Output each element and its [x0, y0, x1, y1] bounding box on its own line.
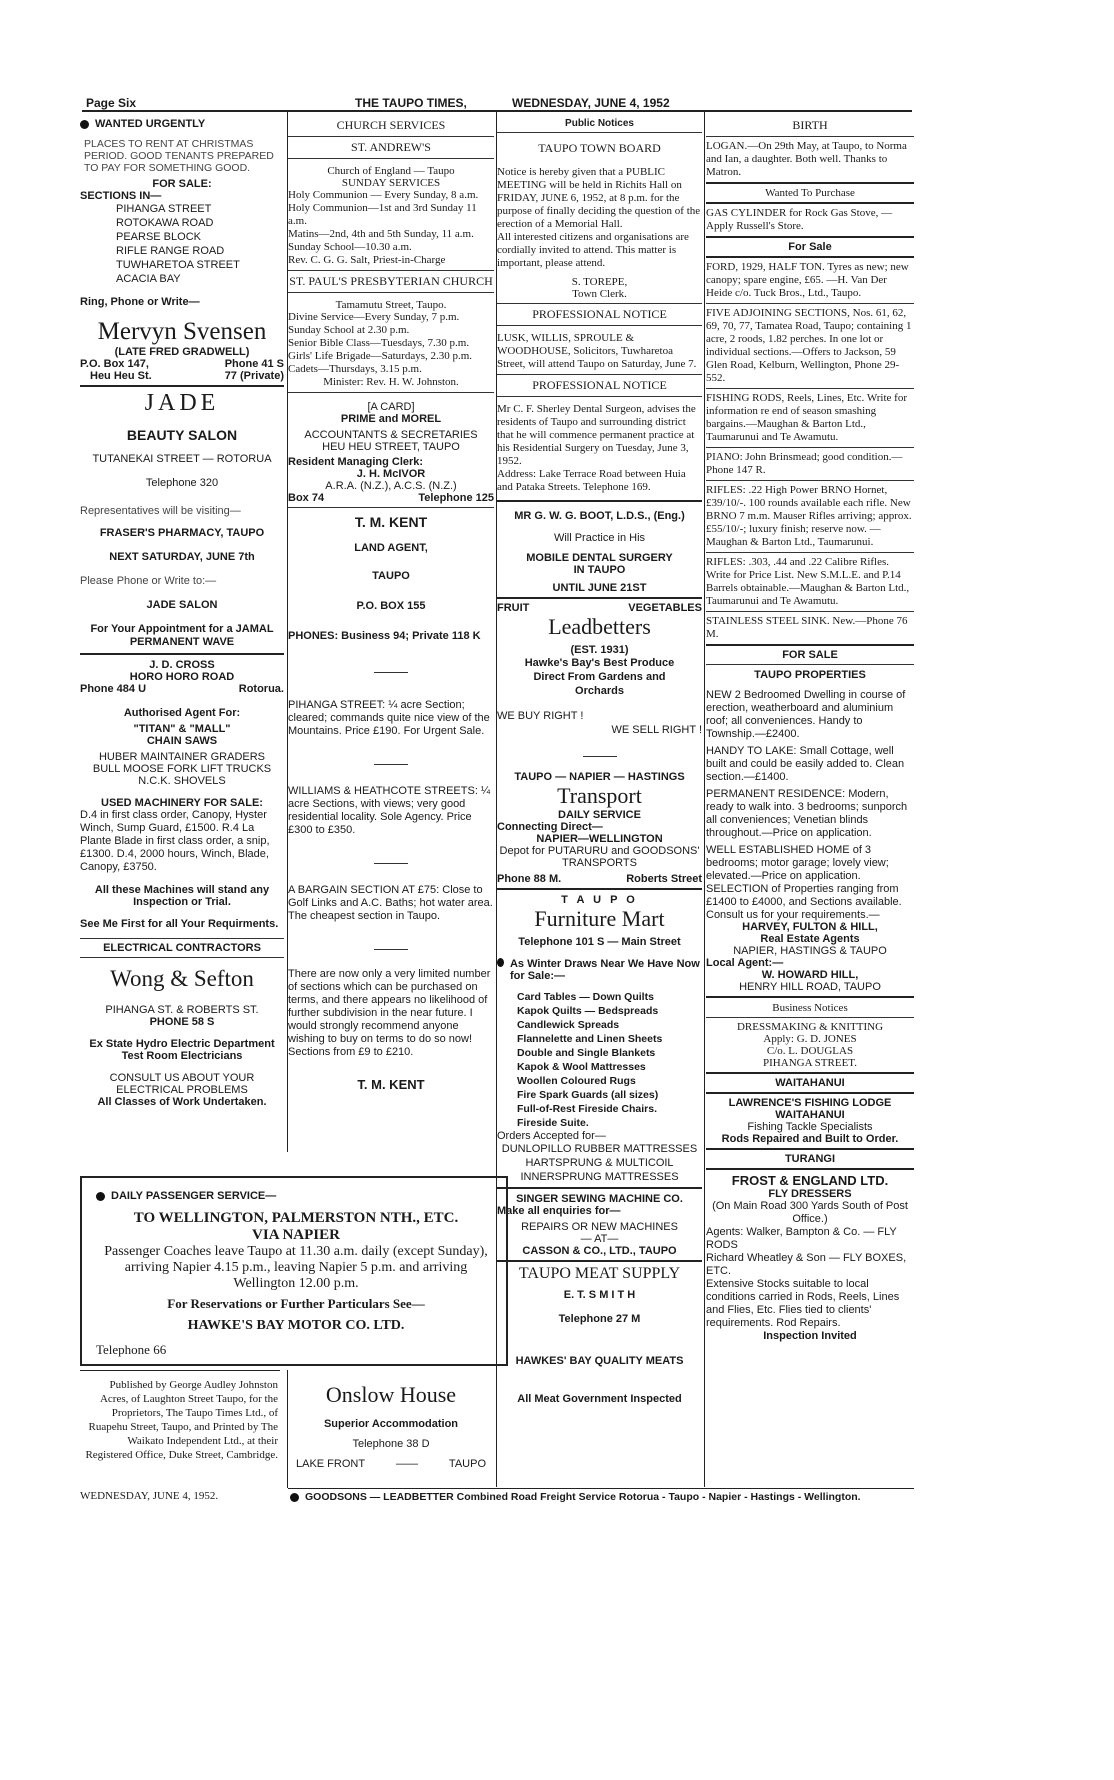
bullet-icon — [96, 1192, 105, 1201]
et-smith: E. T. S M I T H — [563, 1289, 636, 1301]
town-board: TAUPO TOWN BOARD — [538, 141, 661, 155]
via-napier: VIA NAPIER — [252, 1227, 340, 1243]
public-notices: Public Notices — [565, 118, 634, 129]
hawkes-bay-motor: HAWKE'S BAY MOTOR CO. LTD. — [187, 1318, 405, 1333]
paper-name: THE TAUPO TIMES, — [355, 96, 467, 110]
est-1931: (EST. 1931) — [570, 644, 629, 656]
lake-front: LAKE FRONT — [296, 1458, 366, 1470]
property-2: HANDY TO LAKE: Small Cottage, well built and could be easily added to. Clean section.—£1400. — [706, 745, 905, 783]
practice: Will Practice in His — [553, 532, 646, 544]
service-item: Holy Communion — Every Sunday, 8 a.m. — [288, 189, 479, 201]
minister: Minister: Rev. H. W. Johnston. — [323, 376, 459, 388]
footer-date: WEDNESDAY, JUNE 4, 1952. — [80, 1490, 219, 1502]
lawrence-lodge: LAWRENCE'S FISHING LODGE — [728, 1097, 892, 1109]
titan: "TITAN" & "MALL" — [133, 723, 231, 735]
telephone-125: Telephone 125 — [418, 492, 494, 504]
property-4: WELL ESTABLISHED HOME of 3 bedrooms; motor garage; lovely view; elevated.—Price on application. — [706, 844, 889, 882]
column-2 — [288, 118, 494, 1092]
professional-notice-2: PROFESSIONAL NOTICE — [532, 378, 667, 392]
goodsons-banner — [290, 1491, 914, 1503]
street-item: TUWHARETOA STREET — [116, 259, 240, 271]
for-sale-2: FOR SALE — [782, 649, 838, 661]
column-rule-3 — [704, 112, 705, 1487]
kent-ad-4: There are now only a very limited number of sections which can be purchased on terms, and there appears no likelihood of further subdivision in the near future. I would strongly recommend anyone wishing to buy on terms to do so now! Sections from £9 to £210. — [288, 968, 491, 1058]
phone-88: Phone 88 M. — [497, 873, 562, 885]
property-1: NEW 2 Bedroomed Dwelling in course of erection, weatherboard and aluminium roof; all conveniences. Handy to Township.—£2400. — [706, 689, 906, 740]
furniture-mart: Furniture Mart — [534, 906, 665, 931]
agents-walker: Agents: Walker, Bampton & Co. — FLY RODS — [706, 1226, 897, 1251]
agent-for: Authorised Agent For: — [123, 707, 241, 719]
service-item: Sunday School—10.30 a.m. — [288, 241, 412, 253]
furniture-item: Flannelette and Linen Sheets — [517, 1033, 663, 1045]
main-road: (On Main Road 300 Yards South of Post Office.) — [712, 1200, 908, 1225]
cross-road: HORO HORO ROAD — [129, 671, 235, 683]
sunday-services: SUNDAY SERVICES — [341, 177, 441, 189]
furniture-item: Full-of-Rest Fireside Chairs. — [517, 1103, 658, 1115]
bullet-icon — [497, 958, 504, 967]
rods-repaired: Rods Repaired and Built to Order. — [721, 1133, 899, 1145]
jade-phone: Telephone 320 — [145, 477, 219, 489]
kent-ad-3: A BARGAIN SECTION AT £75: Close to Golf Links and A.C. Baths; hot water area. The cheapest section in Taupo. — [288, 884, 493, 922]
service-item: Rev. C. G. G. Salt, Priest-in-Charge — [288, 254, 446, 266]
kent-title: T. M. KENT — [354, 514, 428, 530]
richard-wheatley: Richard Wheatley & Son — FLY BOXES, ETC. — [706, 1252, 907, 1277]
vegetables: VEGETABLES — [628, 602, 702, 614]
winter-draws: As Winter Draws Near We Have Now for Sale:— — [509, 958, 700, 982]
svensen-phone: Phone 41 S — [224, 358, 284, 370]
wanted-text: PLACES TO RENT AT CHRISTMAS PERIOD. GOOD TENANTS PREPARED TO PAY FOR SOMETHING GOOD. — [84, 138, 274, 174]
mattress-item: HARTSPRUNG & MULTICOIL — [525, 1157, 674, 1169]
tamamutu: Tamamutu Street, Taupo. — [335, 299, 447, 311]
st-andrews: ST. ANDREW'S — [351, 140, 431, 154]
town-citizens: All interested citizens and organisations are cordially invited to attend. This matter is important, please attend. — [497, 231, 689, 269]
goodsons-rule — [288, 1488, 914, 1489]
until-june: UNTIL JUNE 21ST — [552, 582, 647, 594]
jade-appointment: For Your Appointment for a JAMAL PERMANENT WAVE — [90, 623, 274, 648]
land-agent: LAND AGENT, — [354, 542, 428, 554]
jade-date: NEXT SATURDAY, JUNE 7th — [109, 551, 255, 563]
business-notices: Business Notices — [772, 1002, 848, 1014]
meat-inspected: All Meat Government Inspected — [517, 1393, 682, 1405]
furniture-item: Candlewick Spreads — [517, 1019, 620, 1031]
fruit: FRUIT — [497, 602, 530, 614]
card: [A CARD] — [367, 401, 415, 413]
repairs: REPAIRS OR NEW MACHINES — [521, 1221, 678, 1233]
hb-meats: HAWKES' BAY QUALITY MEATS — [515, 1355, 684, 1367]
for-sale-heading: FOR SALE: — [152, 178, 212, 190]
street-list — [116, 202, 284, 286]
svensen-private: 77 (Private) — [224, 370, 284, 382]
heu-heu: HEU HEU STREET, TAUPO — [322, 441, 460, 453]
apply-jones: Apply: G. D. JONES — [763, 1033, 857, 1045]
sherley: Mr C. F. Sherley Dental Surgeon, advises the residents of Taupo and surrounding district that he will commence permanent practice at his Residential Surgery on Tuesday, June 3, 1952. — [497, 403, 696, 467]
extensive-stocks: Extensive Stocks suitable to local conditions carried in Rods, Reels, Lines and Flies, Etc. Flies tied to clients' requirements. Rod Repairs. — [706, 1278, 900, 1329]
wong-phone: PHONE 58 S — [149, 1016, 215, 1028]
jade-title: JADE — [144, 390, 220, 416]
fly-dressers: FLY DRESSERS — [768, 1188, 852, 1200]
sections-in: SECTIONS IN— — [80, 190, 162, 202]
wong-sefton: Wong & Sefton — [110, 966, 254, 991]
kent-pobox: P.O. BOX 155 — [356, 600, 426, 612]
mattress-item: INNERSPRUNG MATTRESSES — [520, 1171, 679, 1183]
onslow-ad: Onslow House Superior Accommodation Telephone 38 D LAKE FRONT —— TAUPO — [288, 1382, 494, 1470]
sink-ad: STAINLESS STEEL SINK. New.—Phone 76 M. — [706, 615, 908, 640]
goodsons-text: GOODSONS — LEADBETTER Combined Road Freight Service Rotorua - Taupo - Napier - Hastings - Wellington. — [305, 1491, 861, 1503]
superior-accommodation: Superior Accommodation — [323, 1418, 459, 1430]
roberts-street: Roberts Street — [626, 873, 702, 885]
box-74: Box 74 — [288, 492, 325, 504]
bullet-icon — [290, 1493, 299, 1502]
resident-clerk: Resident Managing Clerk: — [288, 456, 424, 468]
wong-consult: CONSULT US ABOUT YOUR ELECTRICAL PROBLEMS — [109, 1072, 255, 1096]
waitahanui: WAITAHANUI — [775, 1077, 845, 1089]
huber: HUBER MAINTAINER GRADERS — [98, 751, 266, 763]
real-estate: Real Estate Agents — [760, 933, 860, 945]
rifles-ad-1: RIFLES: .22 High Power BRNO Hornet, £39/10/-. 100 rounds available each rifle. New BRNO 7 m.m. Mauser Rifles arriving; approx. £55/10/-; luxury finish; reserve now. —Maughan & Barton Ltd., Taumarunui. — [706, 484, 912, 548]
nck: N.C.K. SHOVELS — [138, 775, 226, 787]
local-agent: Local Agent:— — [706, 957, 784, 969]
street-item: PIHANGA STREET — [116, 203, 212, 215]
leadbetters: Leadbetters — [548, 614, 651, 639]
service-item: Matins—2nd, 4th and 5th Sunday, 11 a.m. — [288, 228, 474, 240]
torepe: S. TOREPE, — [571, 276, 628, 288]
furniture-item: Kapok & Wool Mattresses — [517, 1061, 646, 1073]
we-sell-right: WE SELL RIGHT ! — [611, 724, 702, 736]
we-buy-right: WE BUY RIGHT ! — [497, 710, 584, 722]
wong-all: All Classes of Work Undertaken. — [97, 1096, 267, 1108]
mcivor: J. H. McIVOR — [356, 468, 426, 480]
inspection-invited: Inspection Invited — [763, 1330, 857, 1342]
service-item: Sunday School at 2.30 p.m. — [288, 324, 410, 336]
ara: A.R.A. (N.Z.), A.C.S. (N.Z.) — [325, 480, 457, 492]
piano-ad: PIANO: John Brinsmead; good condition.—Phone 147 R. — [706, 451, 903, 476]
issue-date: WEDNESDAY, JUNE 4, 1952 — [512, 96, 670, 110]
telephone-38: Telephone 38 D — [352, 1438, 430, 1450]
napier-wellington: NAPIER—WELLINGTON — [536, 833, 663, 845]
church-title: CHURCH SERVICES — [336, 118, 446, 132]
kent-signature: T. M. KENT — [357, 1077, 425, 1092]
dressmaking: DRESSMAKING & KNITTING — [736, 1021, 884, 1033]
meat-supply: TAUPO MEAT SUPPLY — [518, 1265, 681, 1282]
service-item: Girls' Life Brigade—Saturdays, 2.30 p.m. — [288, 350, 473, 362]
furniture-item: Fire Spark Guards (all sizes) — [517, 1089, 659, 1101]
casson: CASSON & CO., LTD., TAUPO — [522, 1245, 677, 1257]
consult-us: Consult us for your requirements.— — [706, 909, 880, 921]
accountants: ACCOUNTANTS & SECRETARIES — [304, 429, 478, 441]
sherley-address: Address: Lake Terrace Road between Huia and Pataka Streets. Telephone 169. — [497, 468, 686, 493]
at: — AT— — [580, 1233, 619, 1245]
jade-salon-2: JADE SALON — [146, 599, 218, 611]
henry-hill: HENRY HILL ROAD, TAUPO — [739, 981, 881, 993]
jade-street: TUTANEKAI STREET — ROTORUA — [92, 453, 272, 465]
inspect: All these Machines will stand any Inspection or Trial. — [94, 884, 270, 908]
howard-hill: W. HOWARD HILL, — [761, 969, 859, 981]
svensen-box: P.O. Box 147, — [80, 358, 149, 370]
orders-accepted: Orders Accepted for— — [497, 1130, 606, 1142]
wong-address: PIHANGA ST. & ROBERTS ST. — [105, 1004, 259, 1016]
reservations: For Reservations or Further Particulars See— — [167, 1296, 425, 1311]
tnh: TAUPO — NAPIER — HASTINGS — [514, 771, 685, 783]
bullet-icon — [80, 120, 89, 129]
furniture-item: Double and Single Blankets — [517, 1047, 656, 1059]
ring-phone: Ring, Phone or Write— — [80, 296, 200, 308]
mobile-surgery: MOBILE DENTAL SURGERY — [526, 552, 673, 564]
used-title: USED MACHINERY FOR SALE: — [101, 797, 263, 809]
coach-schedule: Passenger Coaches leave Taupo at 11.30 a.m. daily (except Sunday), arriving Napier 4.15 p.m., leaving Napier 5 p.m. and arriving Wellington 12.00 p.m. — [104, 1244, 488, 1291]
used-text: D.4 in first class order, Canopy, Hyster Winch, Sump Guard, £1500. R.4 La Plante Blade in first class order, a snip, £1300. D.4, 2000 hours, Winch, Blade, Canopy, £3750. — [80, 809, 270, 873]
hawkes-produce: Hawke's Bay's Best Produce Direct From Gardens and Orchards — [524, 657, 675, 697]
see-me: See Me First for all Your Requirments. — [80, 918, 279, 930]
furniture-item: Woollen Coloured Rugs — [517, 1075, 636, 1087]
telephone-66: Telephone 66 — [96, 1342, 167, 1357]
tel-101: Telephone 101 S — Main Street — [518, 936, 681, 948]
street-item: ROTOKAWA ROAD — [116, 217, 214, 229]
kent-phones: PHONES: Business 94; Private 118 K — [288, 630, 481, 642]
st-pauls: ST. PAUL'S PRESBYTERIAN CHURCH — [289, 274, 493, 288]
tackle: Fishing Tackle Specialists — [747, 1121, 873, 1133]
jade-write: Please Phone or Write to:— — [80, 575, 217, 587]
five-sections-ad: FIVE ADJOINING SECTIONS, Nos. 61, 62, 69, 70, 77, Tamatea Road, Taupo; containing 1 acre, 2 roods, 1.82 perches. In one lot or individual sections.—Offers to Jackson, 59 Glen Road, Kelburn, Wellington, Phone 29-552. — [706, 307, 912, 384]
service-item: Divine Service—Every Sunday, 7 p.m. — [288, 311, 460, 323]
furniture-item: Fireside Suite. — [517, 1117, 589, 1129]
logan-notice: LOGAN.—On 29th May, at Taupo, to Norma and Ian, a daughter. Both well. Thanks to Matron. — [706, 140, 907, 178]
church-england: Church of England — Taupo — [327, 165, 455, 177]
taupo-properties: TAUPO PROPERTIES — [754, 669, 866, 681]
footer-rule — [80, 1370, 280, 1371]
jade-salon: BEAUTY SALON — [126, 427, 238, 443]
turangi: TURANGI — [784, 1153, 836, 1165]
kent-ad-2: WILLIAMS & HEATHCOTE STREETS: ¼ acre Sections, with views; very good residential locality. Sole Agency. Price £300 to £350. — [288, 785, 491, 836]
bus-service-box — [80, 1176, 508, 1366]
jade-pharmacy: FRASER'S PHARMACY, TAUPO — [99, 527, 265, 539]
wanted-title: WANTED URGENTLY — [95, 118, 206, 130]
kent-ad-1: PIHANGA STREET: ¼ acre Section; cleared; commands quite nice view of the Mountains. Price £190. For Urgent Sale. — [288, 699, 490, 737]
mattress-item: DUNLOPILLO RUBBER MATTRESSES — [501, 1143, 698, 1155]
onslow-taupo: TAUPO — [448, 1458, 486, 1470]
cross-name: J. D. CROSS — [149, 659, 215, 671]
jade-reps: Representatives will be visiting— — [80, 505, 241, 517]
property-3: PERMANENT RESIDENCE: Modern, ready to walk into. 3 bedrooms; sunporch all conveniences; Venetian blinds throughout.—Price on application. — [706, 788, 908, 839]
harvey: HARVEY, FULTON & HILL, — [742, 921, 878, 933]
service-item: Cadets—Thursdays, 3.15 p.m. — [288, 363, 422, 375]
cross-phone: Phone 484 U — [80, 683, 147, 695]
to-wellington: TO WELLINGTON, PALMERSTON NTH., ETC. — [133, 1210, 459, 1226]
kent-taupo: TAUPO — [372, 570, 410, 582]
pihanga-street: PIHANGA STREET. — [763, 1057, 857, 1069]
taupo-spaced: T A U P O — [561, 894, 638, 906]
property-5: SELECTION of Properties ranging from £1400 to £4000, and Sections available. — [706, 883, 902, 908]
frost-england: FROST & ENGLAND LTD. — [731, 1173, 889, 1188]
wanted-purchase: Wanted To Purchase — [765, 187, 855, 199]
singer: SINGER SEWING MACHINE CO. — [516, 1193, 683, 1205]
service-item: Holy Communion—1st and 3rd Sunday 11 a.m. — [288, 202, 477, 227]
depot: Depot for PUTARURU and GOODSONS' TRANSPORTS — [499, 845, 700, 869]
street-item: PEARSE BLOCK — [116, 231, 201, 243]
furniture-item: Card Tables — Down Quilts — [517, 991, 654, 1003]
column-3 — [497, 118, 702, 1405]
gas-cylinder: GAS CYLINDER for Rock Gas Stove, —Apply Russell's Store. — [706, 207, 893, 232]
published-by: Published by George Audley Johnston Acres, of Laughton Street Taupo, for the Proprietors, The Taupo Times Ltd., of Ruapehu Street, Taupo, and Printed by The Waikato Independent Ltd., at their Registered Office, Duke Street, Cambridge. — [85, 1379, 278, 1461]
street-item: RIFLE RANGE ROAD — [116, 245, 225, 257]
furniture-item: Kapok Quilts — Bedspreads — [517, 1005, 659, 1017]
masthead-rule — [82, 110, 912, 112]
daily-passenger: DAILY PASSENGER SERVICE— — [111, 1190, 277, 1202]
town-clerk: Town Clerk. — [572, 288, 627, 300]
elec-title: ELECTRICAL CONTRACTORS — [103, 942, 261, 954]
birth-heading: BIRTH — [792, 118, 828, 132]
transport: Transport — [557, 783, 642, 808]
onslow-house: Onslow House — [325, 1382, 457, 1407]
svensen-street: Heu Heu St. — [90, 370, 152, 382]
chain-saws: CHAIN SAWS — [146, 735, 218, 747]
column-4 — [706, 118, 914, 1342]
in-taupo: IN TAUPO — [573, 564, 626, 576]
column-1 — [80, 118, 284, 1108]
daily-service: DAILY SERVICE — [558, 809, 641, 821]
professional-notice-1: PROFESSIONAL NOTICE — [532, 307, 667, 321]
svensen-late: (LATE FRED GRADWELL) — [114, 346, 250, 358]
prime-morel: PRIME and MOREL — [340, 413, 442, 425]
svensen-name: Mervyn Svensen — [97, 318, 267, 345]
boot: MR G. W. G. BOOT, L.D.S., (Eng.) — [514, 510, 685, 522]
bull-moose: BULL MOOSE FORK LIFT TRUCKS — [92, 763, 272, 775]
street-item: ACACIA BAY — [116, 273, 181, 285]
tel-27: Telephone 27 M — [558, 1313, 641, 1325]
nht: NAPIER, HASTINGS & TAUPO — [733, 945, 887, 957]
wong-ex: Ex State Hydro Electric Department Test Room Electricians — [89, 1038, 275, 1062]
for-sale-heading: For Sale — [788, 241, 832, 253]
page-number: Page Six — [86, 96, 137, 110]
ford-ad: FORD, 1929, HALF TON. Tyres as new; new canopy; spare engine, £65. —H. Van Der Heide c/o. Tuck Bros., Ltd., Taupo. — [706, 261, 909, 299]
connecting: Connecting Direct— — [497, 821, 603, 833]
town-notice: Notice is hereby given that a PUBLIC MEETING will be held in Richits Hall on FRIDAY, JUNE 6, 1952, at 8 p.m. for the purpose of finally deciding the question of the erection of a Memorial Hall. — [497, 166, 701, 230]
douglas: C/o. L. DOUGLAS — [766, 1045, 854, 1057]
cross-town: Rotorua. — [238, 683, 284, 695]
service-item: Senior Bible Class—Tuesdays, 7.30 p.m. — [288, 337, 470, 349]
rifles-ad-2: RIFLES: .303, .44 and .22 Calibre Rifles. Write for Price List. New S.M.L.E. and P.14 Barrels obtainable.—Maughan & Barton Ltd., Taumarunui and Te Awamutu. — [706, 556, 910, 607]
lusk-willis: LUSK, WILLIS, SPROULE & WOODHOUSE, Solicitors, Tuwharetoa Street, will attend Taupo on Saturday, June 7. — [497, 332, 697, 370]
enquiries: Make all enquiries for— — [497, 1205, 621, 1217]
fishing-rods-ad: FISHING RODS, Reels, Lines, Etc. Write for information re end of season smashing bargains.—Maughan & Barton Ltd., Taumarunui and Te Awamutu. — [706, 392, 907, 443]
waitahanui-2: WAITAHANUI — [775, 1109, 845, 1121]
